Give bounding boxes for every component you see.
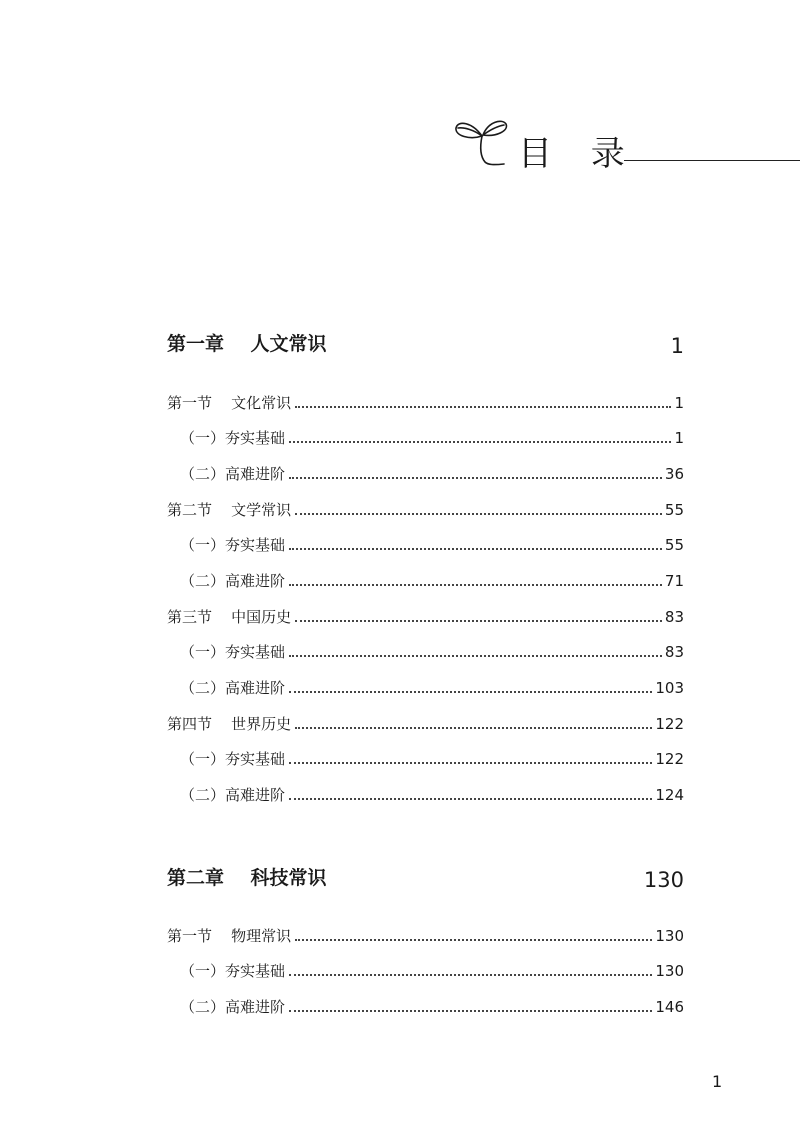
dot-leader	[289, 798, 652, 800]
page-number: 83	[664, 643, 684, 661]
toc-section-row[interactable]	[167, 606, 684, 628]
folio-page-number: 1	[712, 1072, 723, 1091]
subsection-title: （二）高难进阶	[180, 465, 286, 483]
dot-leader	[289, 477, 662, 479]
section-title: 第二节 文学常识	[167, 501, 292, 519]
toc-subsection-row[interactable]	[180, 677, 684, 699]
dot-leader	[289, 1010, 652, 1012]
toc-section-row[interactable]	[167, 392, 684, 414]
section-title: 第一节 物理常识	[167, 927, 292, 945]
toc-subsection-row[interactable]	[180, 784, 684, 806]
section-title: 第四节 世界历史	[167, 715, 292, 733]
toc-subsection-row[interactable]	[180, 996, 684, 1018]
chapter-heading[interactable]	[167, 861, 684, 895]
toc-subsection-row[interactable]	[180, 960, 684, 982]
toc-subsection-row[interactable]	[180, 641, 684, 663]
page-number: 130	[655, 927, 684, 945]
toc-subsection-row[interactable]	[180, 748, 684, 770]
subsection-title: （二）高难进阶	[180, 998, 286, 1016]
page-number: 55	[664, 536, 684, 554]
dot-leader	[289, 762, 652, 764]
page-number: 130	[655, 962, 684, 980]
title-rule	[624, 160, 800, 161]
page-number: 36	[664, 465, 684, 483]
toc-section-row[interactable]	[167, 713, 684, 735]
dot-leader	[295, 406, 671, 408]
chapter-page-number: 1	[670, 334, 684, 358]
section-title: 第三节 中国历史	[167, 608, 292, 626]
toc-section-row[interactable]	[167, 925, 684, 947]
subsection-title: （一）夯实基础	[180, 536, 286, 554]
page-number: 122	[655, 715, 684, 733]
toc-subsection-row[interactable]	[180, 427, 684, 449]
toc-subsection-row[interactable]	[180, 534, 684, 556]
page-title: 目 录	[518, 134, 639, 174]
page-number: 83	[664, 608, 684, 626]
dot-leader	[295, 939, 652, 941]
subsection-title: （二）高难进阶	[180, 679, 286, 697]
page-number: 103	[655, 679, 684, 697]
page-number: 124	[655, 786, 684, 804]
subsection-title: （二）高难进阶	[180, 786, 286, 804]
section-title: 第一节 文化常识	[167, 394, 292, 412]
subsection-title: （一）夯实基础	[180, 750, 286, 768]
dot-leader	[289, 655, 662, 657]
subsection-title: （一）夯实基础	[180, 643, 286, 661]
dot-leader	[289, 548, 662, 550]
chapter-title: 第二章 科技常识	[167, 867, 327, 889]
dot-leader	[289, 691, 652, 693]
page-number: 146	[655, 998, 684, 1016]
subsection-title: （一）夯实基础	[180, 962, 286, 980]
page-number: 71	[664, 572, 684, 590]
dot-leader	[289, 584, 662, 586]
page-number: 55	[664, 501, 684, 519]
dot-leader	[295, 620, 662, 622]
page-number: 1	[674, 429, 684, 447]
sprout-icon	[452, 110, 518, 180]
subsection-title: （二）高难进阶	[180, 572, 286, 590]
chapter-heading[interactable]	[167, 327, 684, 361]
dot-leader	[295, 727, 652, 729]
dot-leader	[289, 974, 652, 976]
page-number: 122	[655, 750, 684, 768]
toc-subsection-row[interactable]	[180, 463, 684, 485]
dot-leader	[289, 441, 671, 443]
toc-subsection-row[interactable]	[180, 570, 684, 592]
subsection-title: （一）夯实基础	[180, 429, 286, 447]
toc-header	[452, 110, 800, 180]
toc-section-row[interactable]	[167, 499, 684, 521]
page-number: 1	[674, 394, 684, 412]
dot-leader	[295, 513, 662, 515]
chapter-page-number: 130	[643, 868, 684, 892]
chapter-title: 第一章 人文常识	[167, 333, 327, 355]
